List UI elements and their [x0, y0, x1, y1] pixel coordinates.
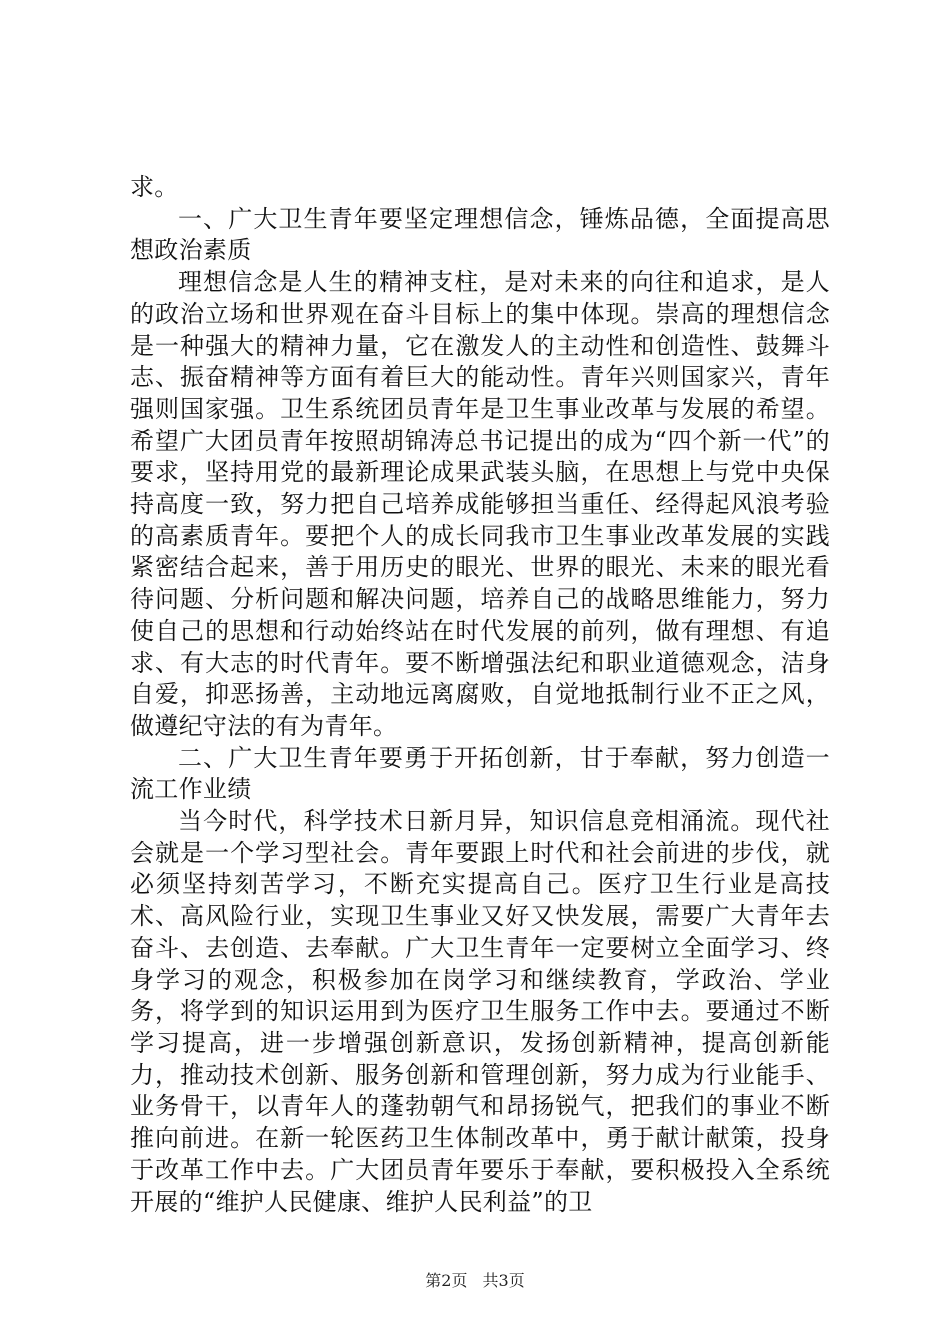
page-number: 第2页	[425, 1271, 468, 1290]
paragraph-continuation: 求。	[130, 173, 179, 201]
section-heading-1: 一、广大卫生青年要坚定理想信念，锤炼品德，全面提高思想政治素质	[130, 204, 830, 265]
page-footer	[0, 1271, 950, 1291]
paragraph: 理想信念是人生的精神支柱，是对未来的向往和追求，是人的政治立场和世界观在奋斗目标上的集中体现。崇高的理想信念是一种强大的精神力量，它在激发人的主动性和创造性、鼓舞斗志、振奋精神等方面有着巨大的能动性。青年兴则国家兴，青年强则国家强。卫生系统团员青年是卫生事业改革与发展的希望。希望广大团员青年按照胡锦涛总书记提出的成为“四个新一代”的要求，坚持用党的最新理论成果武装头脑，在思想上与党中央保持高度一致，努力把自己培养成能够担当重任、经得起风浪考验的高素质青年。要把个人的成长同我市卫生事业改革发展的实践紧密结合起来，善于用历史的眼光、世界的眼光、未来的眼光看待问题、分析问题和解决问题，培养自己的战略思维能力，努力使自己的思想和行动始终站在时代发展的前列，做有理想、有追求、有大志的时代青年。要不断增强法纪和职业道德观念，洁身自爱，抑恶扬善，主动地远离腐败，自觉地抵制行业不正之风，做遵纪守法的有为青年。	[130, 268, 830, 740]
document-body	[130, 172, 830, 1218]
paragraph: 当今时代，科学技术日新月异，知识信息竞相涌流。现代社会就是一个学习型社会。青年要跟上时代和社会前进的步伐，就必须坚持刻苦学习，不断充实提高自己。医疗卫生行业是高技术、高风险行业，实现卫生事业又好又快发展，需要广大青年去奋斗、去创造、去奉献。广大卫生青年一定要树立全面学习、终身学习的观念，积极参加在岗学习和继续教育，学政治、学业务，将学到的知识运用到为医疗卫生服务工作中去。要通过不断学习提高，进一步增强创新意识，发扬创新精神，提高创新能力，推动技术创新、服务创新和管理创新，努力成为行业能手、业务骨干，以青年人的蓬勃朝气和昂扬锐气，把我们的事业不断推向前进。在新一轮医药卫生体制改革中，勇于献计献策，投身于改革工作中去。广大团员青年要乐于奉献，要积极投入全系统开展的“维护人民健康、维护人民利益”的卫	[130, 807, 830, 1216]
section-heading-2: 二、广大卫生青年要勇于开拓创新，甘于奉献，努力创造一流工作业绩	[130, 743, 830, 804]
page-total: 共3页	[482, 1271, 525, 1290]
